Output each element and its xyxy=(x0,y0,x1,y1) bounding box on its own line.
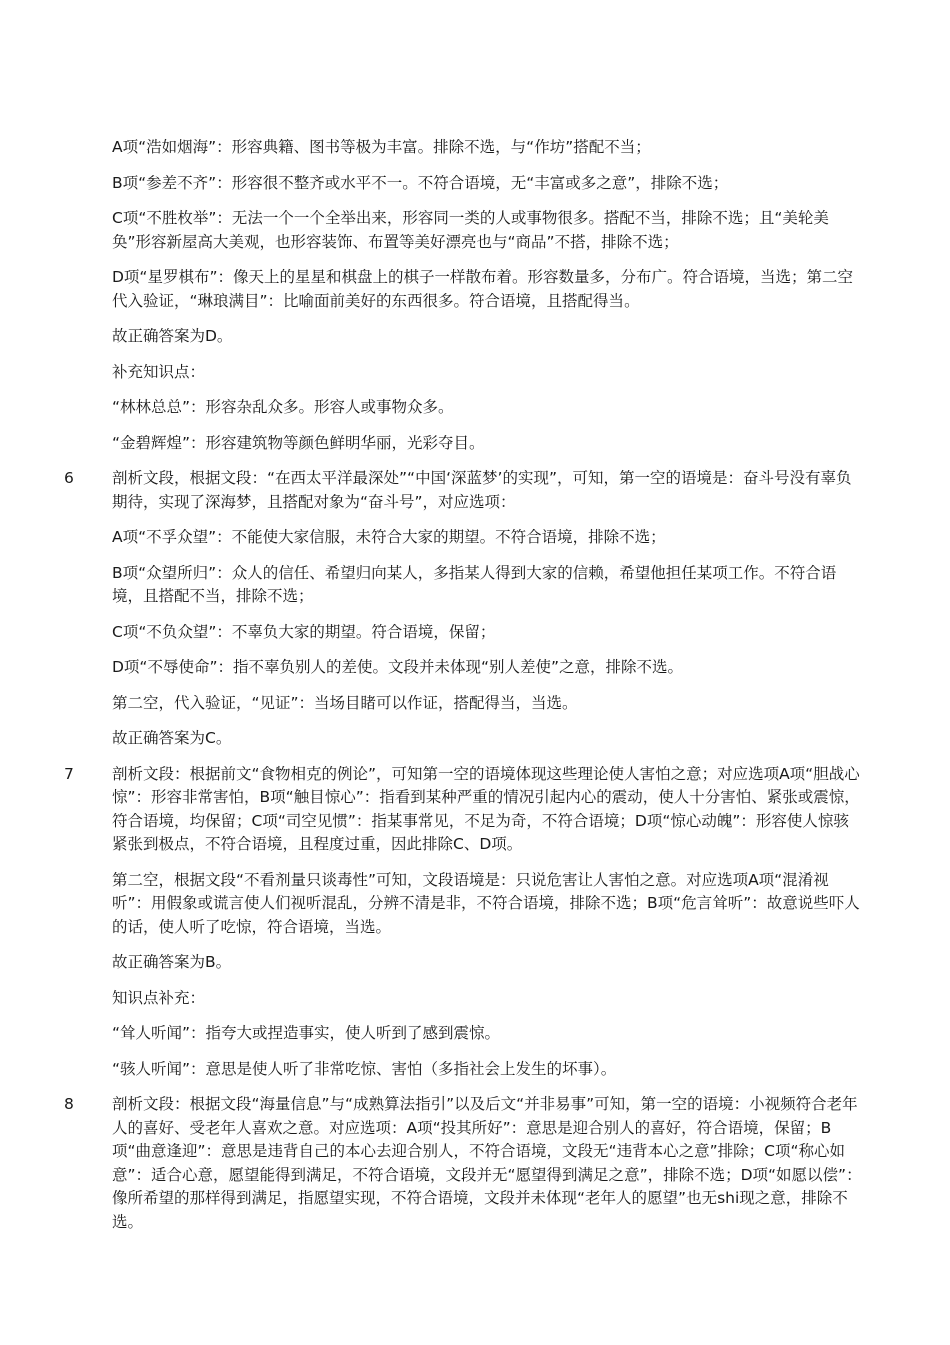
supplement-term: “金碧辉煌”：形容建筑物等颜色鲜明华丽，光彩夺目。 xyxy=(112,433,485,452)
option-b-analysis: B项“众望所归”：众人的信任、希望归向某人，多指某人得到大家的信赖，希望他担任某项工作。不符合语境，且搭配不当，排除不选； xyxy=(112,563,837,605)
supplement-heading: 补充知识点： xyxy=(112,362,206,381)
question-item-6 xyxy=(0,467,950,751)
question-number: 6 xyxy=(64,469,74,487)
option-a-analysis: A项“浩如烟海”：形容典籍、图书等极为丰富。排除不选，与“作坊”搭配不当； xyxy=(112,138,651,156)
option-c-analysis: C项“不负众望”：不辜负大家的期望。符合语境，保留； xyxy=(112,622,496,641)
document-content xyxy=(0,136,950,1246)
supplement-term: “骇人听闻”：意思是使人听了非常吃惊、害怕（多指社会上发生的坏事）。 xyxy=(112,1059,617,1078)
question-item-7 xyxy=(0,763,950,1082)
answer-line: 故正确答案为C。 xyxy=(112,729,232,747)
answer-line: 故正确答案为B。 xyxy=(112,953,232,971)
analysis-paragraph: 剖析文段：根据前文“食物相克的例论”，可知第一空的语境体现这些理论使人害怕之意；对应选项A项“胆战心惊”：形容非常害怕，B项“触目惊心”：指看到某种严重的情况引起内心的震动，使人十分害怕、紧张或震惊，符合语境，均保留；C项“司空见惯”：指某事常见，不足为奇，不符合语境；D项“惊心动魄”：形容使人惊骇紧张到极点，不符合语境，且程度过重，因此排除C、D项。 xyxy=(112,764,860,853)
supplement-term: “林林总总”：形容杂乱众多。形容人或事物众多。 xyxy=(112,398,454,416)
option-c-analysis: C项“不胜枚举”：无法一个一个全举出来，形容同一类的人或事物很多。搭配不当，排除不选；且“美轮美奂”形容新屋高大美观，也形容装饰、布置等美好漂亮也与“商品”不搭，排除不选； xyxy=(112,209,829,251)
question-number: 7 xyxy=(64,764,74,783)
question-number: 8 xyxy=(64,1095,74,1113)
option-b-analysis: B项“参差不齐”：形容很不整齐或水平不一。不符合语境，无“丰富或多之意”，排除不选； xyxy=(112,173,729,192)
second-blank-analysis: 第二空，代入验证，“见证”：当场目睹可以作证，搭配得当，当选。 xyxy=(112,693,578,712)
second-blank-analysis: 第二空，根据文段“不看剂量只谈毒性”可知，文段语境是：只说危害让人害怕之意。对应选项A项“混淆视听”：用假象或谎言使人们视听混乱，分辨不清是非，不符合语境，排除不选；B项“危言耸听”：故意说些吓人的话，使人听了吃惊，符合语境，当选。 xyxy=(112,870,860,936)
option-d-analysis: D项“星罗棋布”：像天上的星星和棋盘上的棋子一样散布着。形容数量多，分布广。符合语境，当选；第二空代入验证，“琳琅满目”：比喻面前美好的东西很多。符合语境，且搭配得当。 xyxy=(112,268,853,310)
option-a-analysis: A项“不孚众望”：不能使大家信服，未符合大家的期望。不符合语境，排除不选； xyxy=(112,528,666,546)
option-d-analysis: D项“不辱使命”：指不辜负别人的差使。文段并未体现“别人差使”之意，排除不选。 xyxy=(112,658,684,676)
supplement-term: “耸人听闻”：指夸大或捏造事实，使人听到了感到震惊。 xyxy=(112,1024,501,1042)
analysis-paragraph: 剖析文段：根据文段“海量信息”与“成熟算法指引”以及后文“并非易事”可知，第一空的语境：小视频符合老年人的喜好、受老年人喜欢之意。对应选项：A项“投其所好”：意思是迎合别人的喜好，符合语境，保留；B项“曲意逢迎”：意思是违背自己的本心去迎合别人，不符合语境，文段无“违背本心之意”排除；C项“称心如意”：适合心意，愿望能得到满足，不符合语境，文段并无“愿望得到满足之意”，排除不选；D项“如愿以偿”：像所希望的那样得到满足，指愿望实现，不符合语境，文段并未体现“老年人的愿望”也无shi现之意，排除不选。 xyxy=(112,1095,862,1231)
analysis-paragraph: 剖析文段，根据文段：“在西太平洋最深处”“中国‘深蓝梦’的实现”，可知，第一空的语境是：奋斗号没有辜负期待，实现了深海梦，且搭配对象为“奋斗号”，对应选项： xyxy=(112,469,852,511)
question-item-8 xyxy=(0,1093,950,1234)
supplement-heading: 知识点补充： xyxy=(112,988,206,1007)
answer-line: 故正确答案为D。 xyxy=(112,327,233,345)
